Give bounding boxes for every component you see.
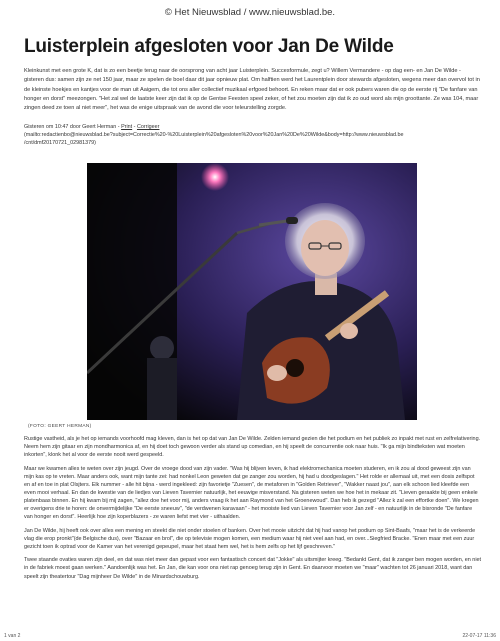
page-number: 1 van 2 [4,633,21,639]
source-header: © Het Nieuwsblad / www.nieuwsblad.be. [164,7,336,18]
article-intro: Kleinkunst met een grote K, dat is zo een beetje terug naar de oorsprong van acht jaar Luisterplein. Succesformule, zegt u? Willem Vermandere - op dag een- en Jan De Wilde - gisteren dus: samen zijn ze net 150 jaar, maar ze spelen de boel daar dit jaar opnieuw plat. Om halftien werd het Laurentplein door stewards afgesloten, wegens meer dan overvol tot in de kleinste hoekjes en kantjes voor de man uit Aaigem, die tot ons aller collectief muzikaal erfgoed behoort. En reken maar dat er ook pubers waren die op de eerste rij "De fanfare van honger en dorst" meezongen. "Het zal wel de laatste keer zijn dat ik op de Gentse Feesten speel zeker, of het zou moeten zijn dat ik zo oud word als mijn groottante. Ze was 104, maar zingen deed ze toen al niet meer", het was de enige uitspraak van de avond die voor teleurstelling zorgde. [24,68,480,112]
print-timestamp: 22-07-17 11:36 [462,633,496,639]
concert-photo [87,163,417,420]
article-date-author: Gisteren om 10:47 door Geert Herman - [24,124,120,130]
body-paragraph: Twee staande ovaties waren zijn deel, en dat was niet meer dan gepast voor een fantastisch concert dat "Jokke" als uitsmijter kreeg. "Bedankt Gent, dat ik zanger ben mogen worden, en niet in de fabriek moest gaan werken." Aandoenlijk was het. En Jan, die kan voor ons niet rap genoeg terug zijn in Gent. En daarvoor moeten we "maar" wachten tot 26 januari 2018, want dan speelt zijn theatertour "Dag mijnheer De Wilde" in de Minardschouwburg. [24,557,482,580]
stage-spotlight [201,163,229,191]
correct-link[interactable]: Corrigeer [136,124,160,130]
article-title: Luisterplein afgesloten voor Jan De Wilde [24,36,394,57]
mailto-link-text[interactable]: (mailto:redactienbo@nieuwsblad.be?subject=Correctie%20-%20Luisterplein%20afgesloten%20voor%20Jan%20De%20Wilde&body=http://www.nieuwsblad.be [24,132,404,138]
article-meta: Gisteren om 10:47 door Geert Herman - Print - Corrigeer (mailto:redactienbo@nieuwsblad.be?subject=Correctie%20-%20Luisterplein%20afgesloten%20voor%20Jan%20De%20Wilde&body=http://www.nieuwsblad.be /cnt/dmf20170721_02981379) [24,124,404,146]
body-paragraph: Jan De Wilde, hij heeft ook over alles een mening en steekt die niet onder stoelen of banken. Over het mooie uitzicht dat hij had vanop het podium op Sint-Baafs, "maar het is de verkeerde vlag die erop pronkt"(de Belgische dus), over "Bazaar en brol", die op televisie mogen komen, een medium waar hij niet veel aan had, en over...Siegfried Bracke. "Enen maar met een zuur gezicht toen ik optrad voor de Kamer van het verenigd gepeupel, maar het staat hem wel, het is hem zelfs op het lijf geschreven." [24,527,476,550]
article-body [24,435,482,586]
print-link[interactable]: Print [121,124,133,130]
body-paragraph: Maar we kwamen alles te weten over zijn jeugd. Over de vroege dood van zijn vader. "Was hij blijven leven, ik had elektromechanica moeten studeren, en ik zou al dood geweest zijn van mijn kas op te vreten. Maar anders ook, want mijn tante zei: had nonkel Leon geweten dat ge zanger zou worden, hij had u doodgeslagen." Het rolde er allemaal uit, met een dosis zelfspot en af en toe in plat Olsjters. Elk nummer - alle hit bijna - werd ingekleed: zijn favorietje "Zuesen", de metaforen in "Golden Retriever", "Wakker naast jou", aan elk schoon lied kleefde een even mooi verhaal. En dan de kwestie van de liedjes van Lieven Tavernier natuurlijk, het eeuwige misverstand. Na gisteren weten we hoe het in mekaar zit. "Lieven geraakte bij geen enkele platenbaas binnen. En hij kwam bij mij zagen, "allez doe het voor mij, anders vraag ik het aan Raymond van het Groenewoud". Dan heb ik gezegd "Allez k zal een effortke doen". We kregen er overigens drie te horen: de onvermijdelijke "De eerste sneeuw", "de verdwenen karavaan" - het mooiste lied van Lieven Tavernier voor Jan zelf - en natuurlijk in de bisronde "De fanfare van honger en dorst". Heerlijk hoe zijn koperblazers - ze waren liefst met vier - uithaalden. [24,465,479,521]
article-path: /cnt/dmf20170721_02981379) [24,140,96,146]
body-paragraph: Rustige vastheid, als je het op iemands voorhoofd mag kleven, dan is het op dat van Jan De Wilde. Zelden iemand gezien die het podium en het publiek zo inpakt met rust en zelfrelativering. Neem hem zijn gitaar en zijn mondharmonica af, en hij doet toch gewoon verder als stand up comedian, en hij speelt de concurrentie ook naar huis. "Ik ga mijn bindteksten wat moeten inkorten", klonk het al voor de eerste nooit werd gespeeld. [24,436,481,459]
photo-caption: (FOTO: GEERT HERMAN) [28,424,92,429]
